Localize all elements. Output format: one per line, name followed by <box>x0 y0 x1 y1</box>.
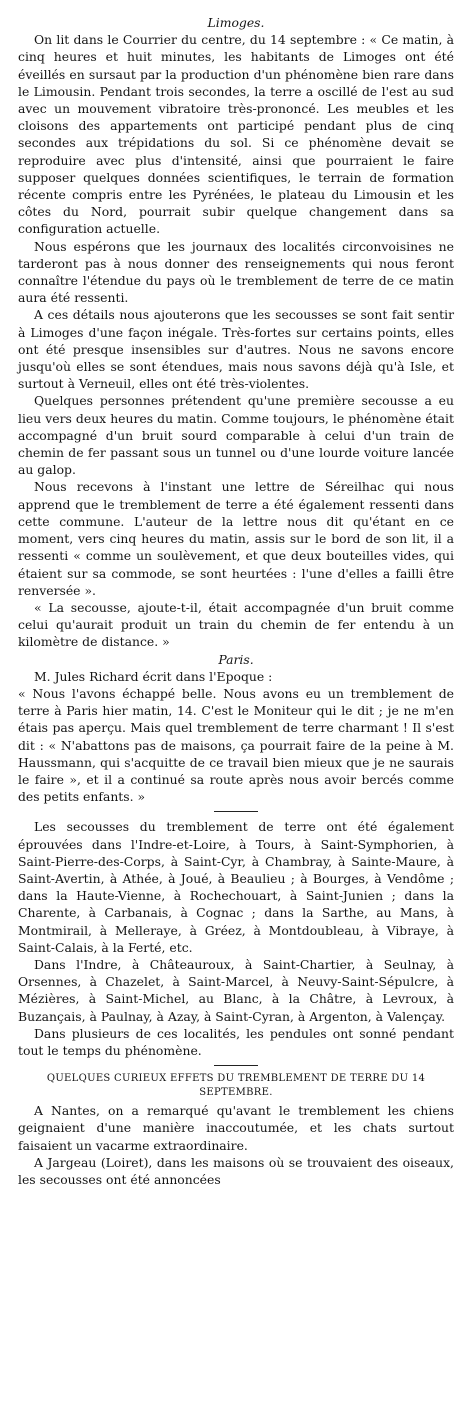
paragraph: M. Jules Richard écrit dans l'Epoque : <box>34 668 273 684</box>
quotation: « Nous l'avons échappé belle. Nous avons eu un tremblement de terre à Paris hier matin, 14. C'est le Moniteur qui le dit ; je ne m'en étais pas aperçu. Mais quel tremblement de terre charmant ! Il s'est dit : « N'abattons pas de maisons, ça pourrait faire de la peine à M. Haussmann, qui s'acquitte de ce travail bien mieux que je ne saurais le faire », et il a continué sa route après nous avoir bercés comme des petits enfants. » <box>18 685 454 805</box>
paragraph: Quelques personnes prétendent qu'une première secousse a eu lieu vers deux heures du matin. Comme toujours, le phénomène était accompagné d'un bruit sourd comparable à celui d'un train de chemin de fer passant sous un tunnel ou d'une lourde voiture lancée au galop. <box>18 393 454 478</box>
divider <box>214 811 258 812</box>
paragraph: A Nantes, on a remarqué qu'avant le tremblement les chiens geignaient d'une manière inaccoutumée, et les chats surtout faisaient un vacarme extraordinaire. <box>18 1103 454 1153</box>
paragraph: Dans plusieurs de ces localités, les pendules ont sonné pendant tout le temps du phénomène. <box>18 1025 454 1058</box>
paragraph: A Jargeau (Loiret), dans les maisons où se trouvaient des oiseaux, les secousses ont été annoncées <box>18 1154 454 1187</box>
paragraph: Les secousses du tremblement de terre ont été également éprouvées dans l'Indre-et-Loire, à Tours, à Saint-Symphorien, à Saint-Pierre-des-Corps, à Saint-Cyr, à Chambray, à Sainte-Maure, à Saint-Avertin, à Athée, à Joué, à Beaulieu ; à Bourges, à Vendôme ; dans la Haute-Vienne, à Rochechouart, à Saint-Junien ; dans la Charente, à Carbanais, à Cognac ; dans la Sarthe, au Mans, à Montmirail, à Melleraye, à Gréez, à Montdoubleau, à Vibraye, à Saint-Calais, à la Ferté, etc. <box>18 819 454 955</box>
section-heading-limoges: Limoges. <box>207 15 265 30</box>
paragraph: « La secousse, ajoute-t-il, était accompagnée d'un bruit comme celui qu'aurait produit un train du chemin de fer entendu à un kilomètre de distance. » <box>18 599 454 650</box>
divider <box>214 1065 258 1066</box>
paragraph: Nous recevons à l'instant une lettre de Séreilhac qui nous apprend que le tremblement de terre a été également ressenti dans cette commune. L'auteur de la lettre nous dit qu'étant en ce moment, vers cinq heures du matin, assis sur le bord de son lit, il a ressenti « comme un soulèvement, et que deux bouteilles vides, qui étaient sur sa commode, se sont heurtées : l'une d'elles a failli être renversée ». <box>18 479 454 598</box>
paragraph: A ces détails nous ajouterons que les secousses se sont fait sentir à Limoges d'une façon inégale. Très-fortes sur certains points, elles ont été presque insensibles sur d'autres. Nous ne savons encore jusqu'où elles se sont étendues, mais nous savons déjà qu'à Isle, et surtout à Verneuil, elles ont été très-violentes. <box>18 307 454 392</box>
subheading: QUELQUES CURIEUX EFFETS DU TREMBLEMENT DE TERRE DU 14 SEPTEMBRE. <box>46 1073 426 1099</box>
paragraph: Dans l'Indre, à Châteauroux, à Saint-Chartier, à Seulnay, à Orsennes, à Chazelet, à Saint-Marcel, à Neuvy-Saint-Sépulcre, à Mézières, à Saint-Michel, au Blanc, à la Châtre, à Levroux, à Buzançais, à Paulnay, à Azay, à Saint-Cyran, à Argenton, à Valençay. <box>18 956 454 1024</box>
section-heading-paris: Paris. <box>218 651 254 667</box>
paragraph: Nous espérons que les journaux des localités circonvoisines ne tarderont pas à nous donner des renseignements qui nous feront connaître l'étendue du pays où le tremblement de terre de ce matin aura été ressenti. <box>18 238 454 306</box>
paragraph: On lit dans le Courrier du centre, du 14 septembre : « Ce matin, à cinq heures et huit minutes, les habitants de Limoges ont été éveillés en sursaut par la production d'un phénomène bien rare dans le Limousin. Pendant trois secondes, la terre a oscillé de l'est au sud avec un mouvement vibratoire très-prononcé. Les meubles et les cloisons des appartements ont participé pendant plus de cinq secondes aux trépidations du sol. Si ce phénomène devait se reproduire avec plus d'intensité, ainsi que pourraient le faire supposer quelques données scientifiques, le terrain de formation récente compris entre les Pyrénées, le plateau du Limousin et les côtes du Nord, pourrait subir quelque changement dans sa configuration actuelle. <box>18 32 454 237</box>
